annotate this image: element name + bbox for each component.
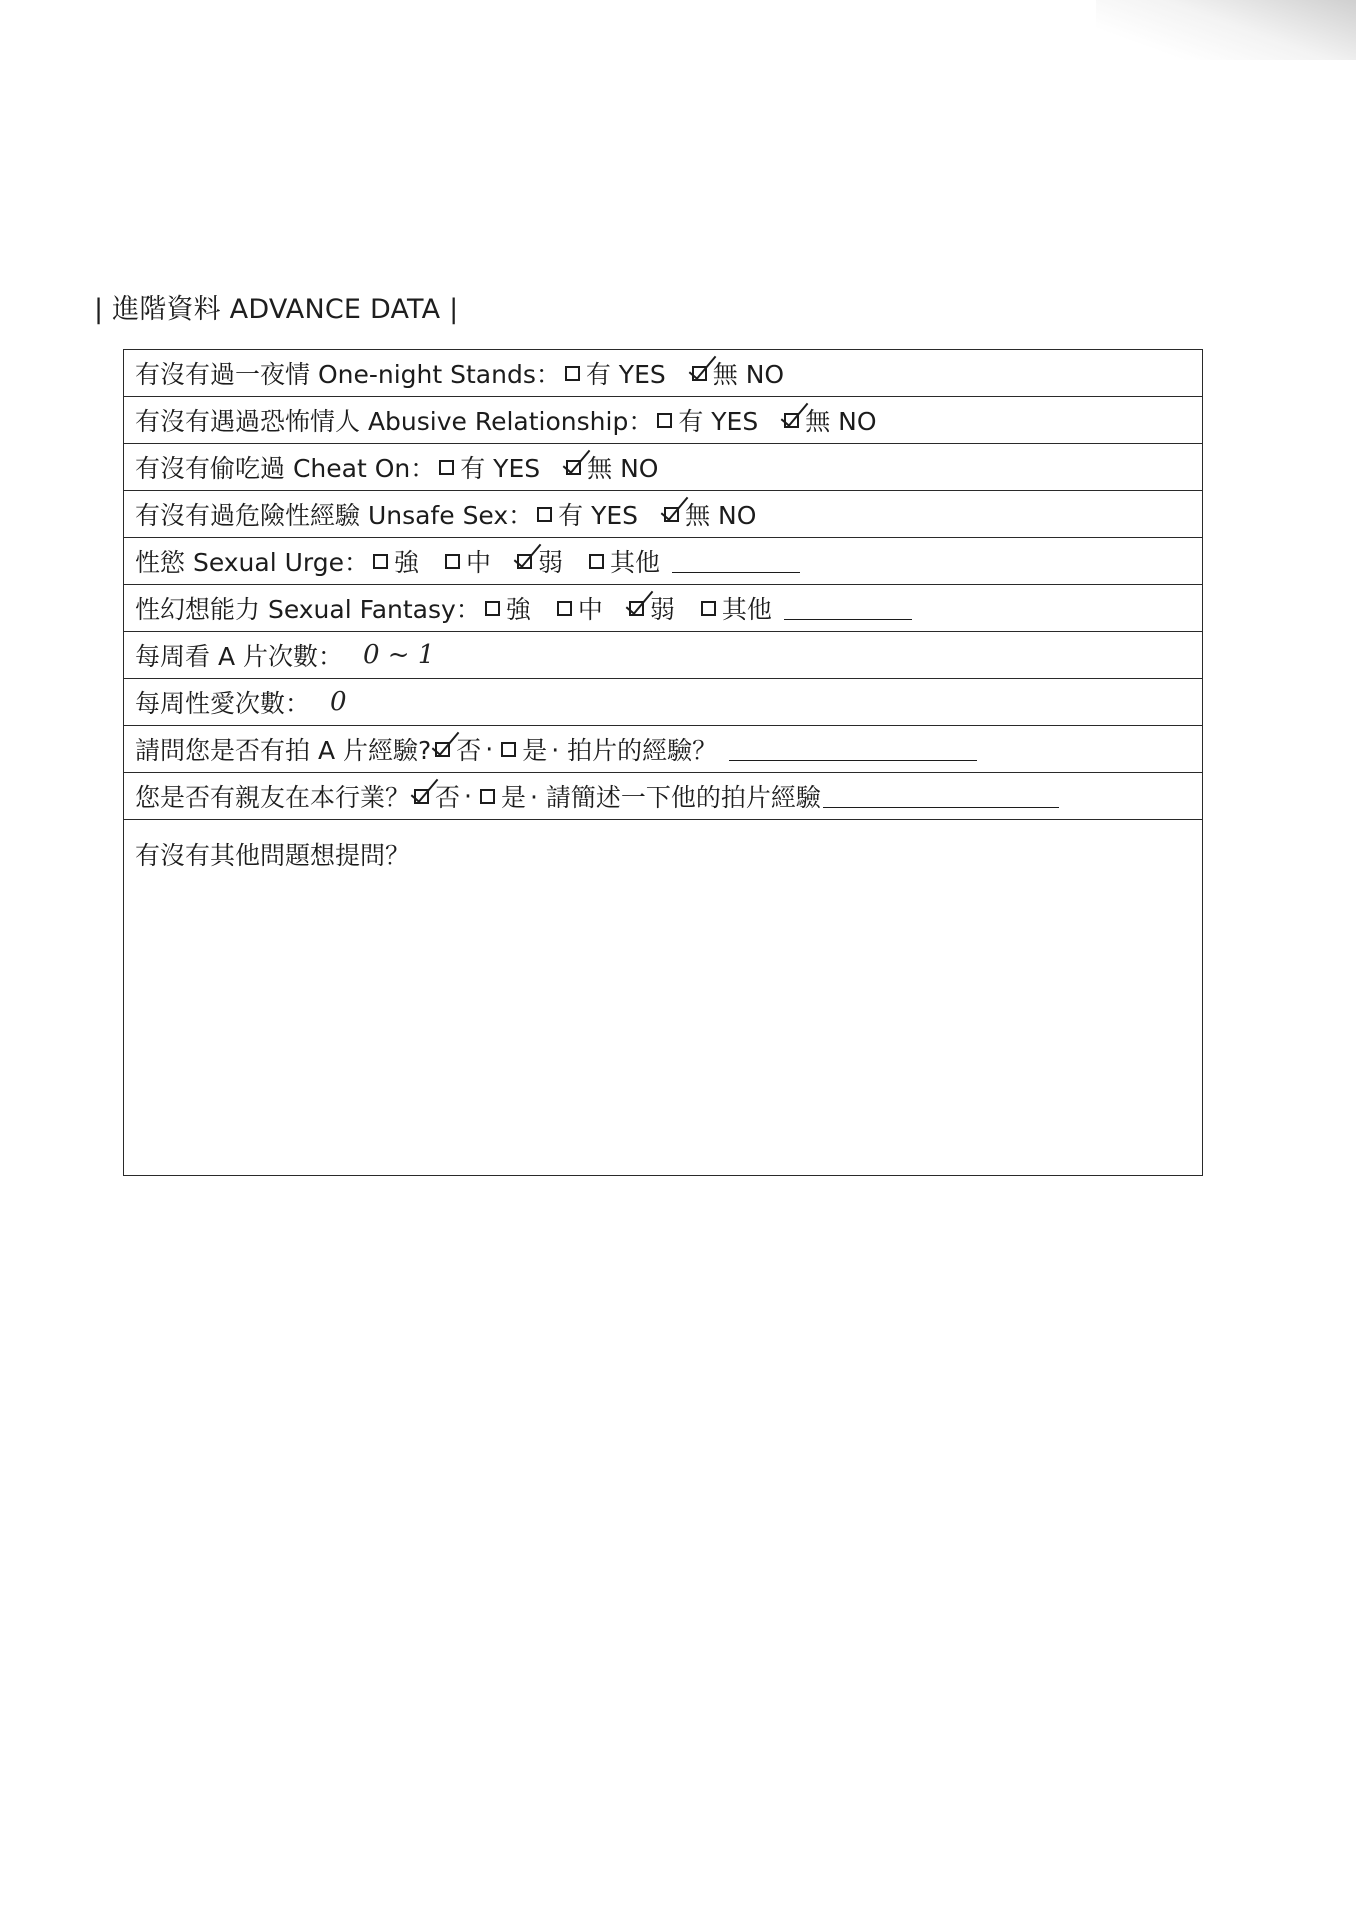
option-yes-label: 有 YES: [585, 360, 666, 389]
checkbox-yes[interactable]: [439, 460, 454, 475]
checkbox-no[interactable]: [414, 789, 429, 804]
row-sexual-fantasy: [124, 585, 1202, 632]
checkbox-no[interactable]: [784, 413, 799, 428]
row-unsafe-sex: [124, 491, 1202, 538]
option-no-label: 否: [456, 736, 482, 765]
option-medium-label: 中: [466, 548, 492, 577]
question-label: 性幻想能力 Sexual Fantasy：: [135, 595, 481, 624]
checkbox-no[interactable]: [435, 742, 450, 757]
option-no-label: 否: [435, 783, 461, 812]
question-label: 有沒有其他問題想提問？: [135, 841, 411, 870]
checkbox-medium[interactable]: [557, 601, 572, 616]
option-yes-label: 有 YES: [460, 454, 541, 483]
checkbox-no[interactable]: [664, 507, 679, 522]
row-relatives-in-industry: [124, 773, 1202, 820]
question-label: 您是否有親友在本行業？: [135, 783, 411, 812]
advance-data-form: [123, 349, 1203, 1176]
checkbox-weak[interactable]: [629, 601, 644, 616]
separator: ‧: [464, 781, 472, 811]
option-weak-label: 弱: [538, 548, 564, 577]
option-no-label: 無 NO: [587, 454, 659, 483]
detail-label: ‧ 請簡述一下他的拍片經驗: [530, 783, 821, 812]
row-sexual-urge: [124, 538, 1202, 585]
option-other-label: 其他: [721, 595, 772, 624]
checkbox-strong[interactable]: [485, 601, 500, 616]
option-weak-label: 弱: [649, 595, 675, 624]
checkbox-weak[interactable]: [517, 554, 532, 569]
checkbox-yes[interactable]: [657, 413, 672, 428]
other-blank-line[interactable]: [672, 550, 800, 573]
row-cheat-on: [124, 444, 1202, 491]
option-medium-label: 中: [577, 595, 603, 624]
row-porn-weekly: [124, 632, 1202, 679]
checkbox-medium[interactable]: [445, 554, 460, 569]
checkbox-other[interactable]: [701, 601, 716, 616]
checkbox-yes[interactable]: [565, 366, 580, 381]
checkbox-yes[interactable]: [480, 789, 495, 804]
row-abusive-relationship: [124, 397, 1202, 444]
detail-blank-line[interactable]: [729, 738, 977, 761]
checkbox-other[interactable]: [589, 554, 604, 569]
option-strong-label: 強: [505, 595, 531, 624]
option-yes-label: 是: [500, 783, 526, 812]
handwritten-answer[interactable]: 0: [330, 687, 347, 717]
detail-blank-line[interactable]: [823, 785, 1059, 808]
option-no-label: 無 NO: [805, 407, 877, 436]
checkbox-no[interactable]: [692, 366, 707, 381]
checkbox-yes[interactable]: [501, 742, 516, 757]
other-blank-line[interactable]: [784, 597, 912, 620]
question-label: 每周看 A 片次數：: [135, 642, 343, 671]
option-no-label: 無 NO: [685, 501, 757, 530]
option-strong-label: 強: [394, 548, 420, 577]
row-one-night-stands: [124, 350, 1202, 397]
handwritten-answer[interactable]: 0 ~ 1: [363, 640, 435, 670]
checkbox-yes[interactable]: [537, 507, 552, 522]
option-yes-label: 是: [522, 736, 548, 765]
section-title: | 進階資料 ADVANCE DATA |: [94, 294, 459, 325]
separator: ‧: [485, 734, 494, 764]
question-label: 有沒有過一夜情 One-night Stands：: [135, 360, 561, 389]
option-other-label: 其他: [610, 548, 661, 577]
option-yes-label: 有 YES: [558, 501, 639, 530]
question-label: 性慾 Sexual Urge：: [135, 548, 369, 577]
row-sex-weekly: [124, 679, 1202, 726]
detail-label: ‧ 拍片的經驗？: [551, 736, 718, 765]
checkbox-no[interactable]: [566, 460, 581, 475]
question-label: 每周性愛次數：: [135, 689, 311, 718]
row-filmed-experience: [124, 726, 1202, 773]
option-no-label: 無 NO: [712, 360, 785, 389]
question-label: 有沒有偷吃過 Cheat On：: [135, 454, 436, 483]
question-label: 請問您是否有拍 A 片經驗?: [135, 736, 432, 765]
question-label: 有沒有過危險性經驗 Unsafe Sex：: [135, 501, 534, 530]
option-yes-label: 有 YES: [678, 407, 759, 436]
row-other-questions: [124, 820, 1202, 1175]
question-label: 有沒有遇過恐怖情人 Abusive Relationship：: [135, 407, 654, 436]
paper-shadow: [1096, 0, 1356, 60]
checkbox-strong[interactable]: [373, 554, 388, 569]
